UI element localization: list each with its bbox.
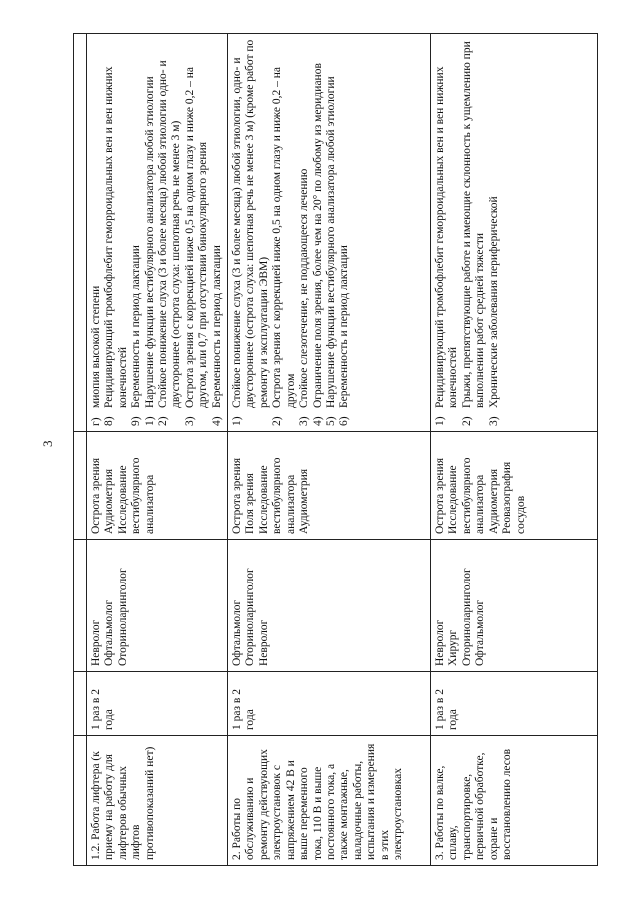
doctor-item: Офтальмолог (103, 599, 116, 666)
contraindication-item (271, 39, 298, 426)
contraindication-item (298, 39, 311, 426)
item-number: 2) (460, 416, 473, 426)
contraindication-list (90, 39, 224, 426)
frequency-text: 1 раз в 2 года (90, 689, 116, 730)
study-item: Острота зрения (90, 457, 102, 534)
item-text: Нарушение функции вестибулярного анализатора любой этиологии (143, 76, 156, 408)
frequency-cell (431, 672, 598, 736)
item-number: 2) (157, 416, 170, 426)
item-text: Беременность и период лактации (210, 245, 223, 408)
study-item: Аудиометрия (298, 468, 311, 534)
item-number: 1) (231, 416, 244, 426)
doctor-item: Невролог (434, 619, 447, 666)
item-number: 3) (487, 416, 500, 426)
item-text: Грыжи, препятствующие работе и имеющие склонность к ущемлению при выполнении работ средней тяжести (460, 41, 487, 408)
item-number: 5) (324, 416, 337, 426)
item-number: 9) (130, 416, 143, 426)
rotated-page (73, 34, 587, 866)
work-type-text: 3. Работы по валке, сплаву, транспортировке, первичной обработке, охране и восстановлению лесов (434, 748, 514, 860)
doctor-item: Офтальмолог (474, 599, 487, 666)
study-item: Исследование вестибулярного анализатора (257, 457, 297, 534)
work-type-cell (87, 736, 228, 866)
doctor-item: Оториноларинголог (460, 568, 473, 666)
item-text: Стойкое понижение слуха (3 и более месяца) любой этиологии одно- и двустороннее (острота слуха: шепотная речь не менее 3 м) (157, 60, 183, 408)
contraindication-item (144, 39, 157, 426)
contraindication-item (157, 39, 184, 426)
frequency-text: 1 раз в 2 года (231, 689, 257, 730)
table-top-strip (74, 34, 87, 866)
doctors-cell (431, 540, 598, 672)
study-item: Острота зрения (231, 457, 244, 534)
table-row (87, 34, 228, 866)
contraindication-item (312, 39, 325, 426)
item-number: 1) (434, 416, 447, 426)
contraindication-item (434, 39, 461, 426)
contraindication-item (184, 39, 211, 426)
item-number: 4) (210, 416, 223, 426)
work-type-cell (431, 736, 598, 866)
studies-cell (431, 432, 598, 540)
item-number: 8) (103, 416, 116, 426)
item-number: г) (90, 417, 102, 426)
table-row (228, 34, 431, 866)
item-number: 2) (271, 416, 284, 426)
item-text: Острота зрения с коррекцией ниже 0,5 на одном глазу и ниже 0,2 – на другом, или 0,7 при отсутствии бинокулярного зрения (183, 66, 210, 408)
work-type-cell (228, 736, 431, 866)
item-number: 1) (143, 416, 156, 426)
contraindication-item (90, 39, 103, 426)
contraindication-item (338, 39, 351, 426)
item-text: Рецидивирующий тромбофлебит геморроидальных вен и вен нижних конечностей (434, 66, 460, 408)
doctor-item: Невролог (90, 619, 102, 666)
doctor-item: Хирург (447, 629, 460, 666)
study-item: Аудиометрия (103, 468, 116, 534)
item-number: 6) (338, 416, 351, 426)
contraindication-list (434, 39, 501, 426)
study-item: Аудиометрия (487, 468, 500, 534)
work-type-text: 2. Работы по обслуживанию и ремонту действующих электроустановок с напряжением 42 В и выше переменного тока, 110 В и выше постоянного тока, а также монтажные, наладочные работы, испытания и измерения в этих электроустановках (231, 743, 404, 860)
table-row (431, 34, 598, 866)
item-text: Ограничение поля зрения, более чем на 20° по любому из меридианов (311, 63, 324, 408)
studies-cell (87, 432, 228, 540)
doctor-item: Невролог (257, 619, 270, 666)
contraindication-item (103, 39, 130, 426)
contraindication-item (211, 39, 224, 426)
contraindications-cell (228, 34, 431, 432)
page-number: 3 (40, 440, 55, 447)
item-number: 3) (183, 416, 196, 426)
item-text: Рецидивирующий тромбофлебит геморроидальных вен и вен нижних конечностей (103, 66, 129, 408)
medical-requirements-table (73, 33, 598, 866)
item-text: Хронические заболевания периферической (487, 196, 500, 408)
item-text: миопия высокой степени (90, 285, 102, 408)
doctor-item: Оториноларинголог (116, 568, 129, 666)
item-text: Острота зрения с коррекцией ниже 0,5 на одном глазу и ниже 0,2 – на другом (271, 66, 297, 408)
frequency-cell (87, 672, 228, 736)
frequency-text: 1 раз в 2 года (434, 689, 460, 730)
studies-cell (228, 432, 431, 540)
item-text: Нарушение функции вестибулярного анализатора любой этиологии (324, 76, 337, 408)
doctor-item: Офтальмолог (231, 599, 244, 666)
item-text: Беременность и период лактации (130, 245, 143, 408)
contraindication-item (231, 39, 271, 426)
study-item: Реовазография сосудов (501, 461, 527, 534)
item-text: Стойкое понижение слуха (3 и более месяца) любой этиологии, одно- и двустороннее (острота слуха: шепотная речь не менее 3 м) (кроме работ по ремонту и эксплуатации ЭВМ) (231, 39, 270, 408)
contraindication-item (461, 39, 488, 426)
study-item: Исследование вестибулярного анализатора (116, 457, 156, 534)
item-text: Стойкое слезотечение, не поддающееся лечению (298, 168, 311, 408)
contraindications-cell (431, 34, 598, 432)
item-number: 3) (298, 416, 311, 426)
item-text: Беременность и период лактации (338, 245, 351, 408)
work-type-text: 1.2. Работа лифтера (к приему на работу для лифтеров обычных лифтов противопоказаний нет) (90, 746, 156, 860)
contraindication-item (488, 39, 501, 426)
study-item: Острота зрения (434, 457, 447, 534)
study-item: Поля зрения (244, 473, 257, 534)
contraindication-item (130, 39, 143, 426)
item-number: 4) (311, 416, 324, 426)
frequency-cell (228, 672, 431, 736)
doctors-cell (87, 540, 228, 672)
doctor-item: Оториноларинголог (244, 568, 257, 666)
contraindication-list (231, 39, 352, 426)
study-item: Исследование вестибулярного анализатора (447, 457, 487, 534)
contraindications-cell (87, 34, 228, 432)
contraindication-item (325, 39, 338, 426)
doctors-cell (228, 540, 431, 672)
